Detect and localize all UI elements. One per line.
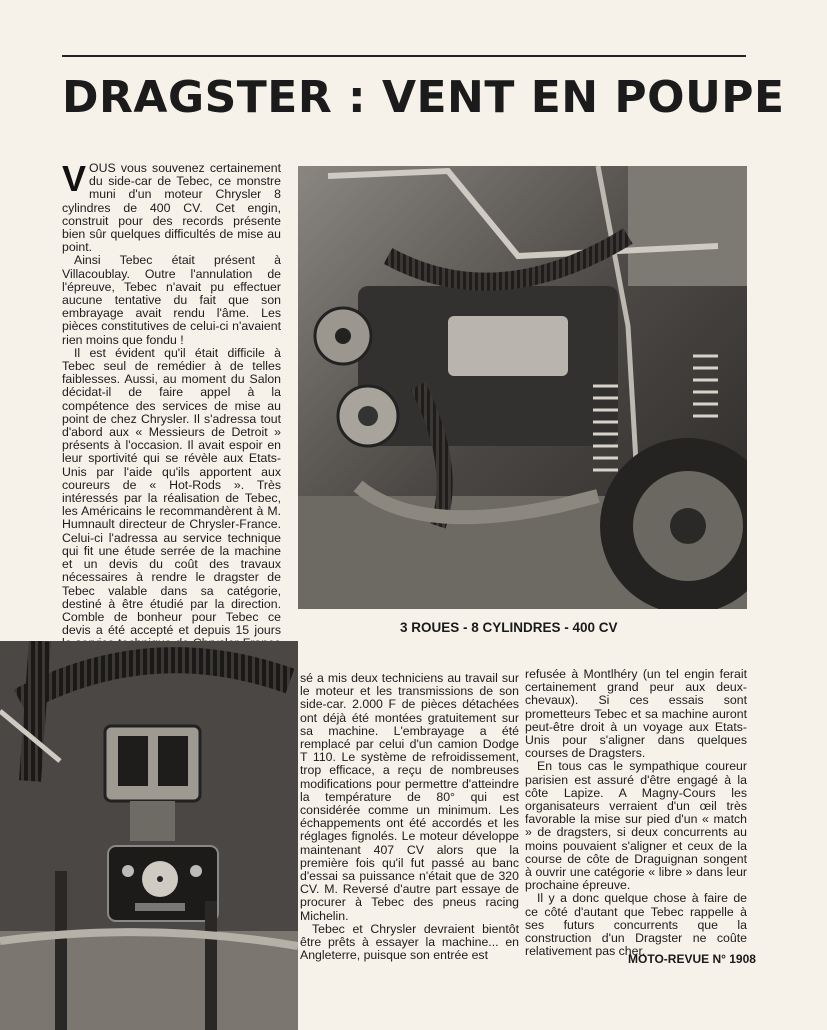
article-column-3 [525, 668, 747, 958]
paragraph: Tebec et Chrysler devraient bientôt être prêts à essayer la machine... en Angleterre, puisque son entrée est [300, 921, 519, 963]
page-title: DRAGSTER : VENT EN POUPE [62, 72, 785, 123]
paragraph: Il est évident qu'il était difficile à Tebec seul de remédier à de telles faiblesses. Aussi, au moment du Salon décidat-il de faire appel à la compétence des services de mise au point de chez Chrysler. Il s'adressa tout d'abord aux « Messieurs de Detroit » présents à l'occasion. Il avait espoir en leur sportivité qui se révèle aux Etats-Unis par l'aide qu'ils apportent aux coureurs de « Hot-Rods ». Très intéressés par la réalisation de Tebec, les Américains le recommandèrent à M. Humnault directeur de Chrysler-France. Celui-ci l'adressa au service technique qui fit une étude serrée de la machine et un devis du coût des travaux nécessaires à rendre le dragster de Tebec valable dans sa catégorie, destiné à être étudié par la direction. Comble de bonheur pour Tebec ce devis a été accepté et depuis 15 jours [62, 345, 281, 638]
paragraph: refusée à Montlhéry (un tel engin ferait certainement grand peur aux deux-chevaux). Si ces essais sont prometteurs Tebec et sa machine auront peut-être droit à un voyage aux Etats-Unis pour s'aligner dans quelques courses de Dragsters. [525, 667, 747, 761]
paragraph: Ainsi Tebec était présent à Villacoublay. Outre l'annulation de l'épreuve, Tebec n'avait pu effectuer aucune tentative du fait que son embrayage avait rendu l'âme. Les pièces constitutives de celui-ci n'avaient rien moins que fondu ! [62, 253, 281, 347]
article-column-2 [300, 672, 519, 962]
page-footer: MOTO-REVUE N° 1908 [628, 952, 756, 966]
v8-engine-sidecar-photo-icon [298, 166, 747, 609]
photo-caption: 3 ROUES - 8 CYLINDRES - 400 CV [400, 620, 618, 635]
article-column-1 [62, 158, 281, 664]
paragraph: sé a mis deux techniciens au travail sur le moteur et les transmissions de son side-car. 2.000 F de pièces détachées ont déjà été montées gratuitement sur sa machine. L'embrayage a été remplacé par celui d'un camion Dodge T 110. Le système de refroidissement, trop efficace, a reçu de nombreuses modifications pour permettre d'atteindre la température de 80° qui est considérée comme un minimum. Les échappements ont été accordés et les réglages fignolés. Le moteur développe maintenant 407 CV alors que la première fois qu'il fut passé au banc d'essai sa puissance n'était que de 320 CV. M. Reversé d'autre part essaye de procurer à Tebec des pneus racing Michelin. [300, 671, 519, 923]
paragraph: En tous cas le sympathique coureur parisien est assuré d'être engagé à la côte Lapize. A Magny-Cours les organisateurs verraient d'un œil très favorable la mise sur pied d'un « match » de dragsters, si deux concurrents au moins pouvaient s'aligner et ceux de la course de côte de Draguignan songent à ouvrir une catégorie « libre » dans leur prochaine épreuve. [525, 759, 747, 893]
paragraph: VOUS vous souvenez certainement du side-car de Tebec, ce monstre muni d'un moteur Chrysler 8 cylindres de 400 CV. Cet engin, construit pour des records présente bien sûr quelques difficultés de mise au point. [62, 158, 281, 255]
carburetor-closeup-photo-icon [0, 641, 298, 1030]
carburetor-photo [0, 641, 298, 1030]
paragraph: Il y a donc quelque chose à faire de ce côté d'autant que Tebec rappelle à ses futurs concurrents que la construction d'un Dragster ne coûte relativement pas cher. [525, 891, 747, 959]
drop-cap: V [62, 158, 87, 199]
top-rule [62, 55, 746, 57]
engine-photo [298, 166, 747, 609]
